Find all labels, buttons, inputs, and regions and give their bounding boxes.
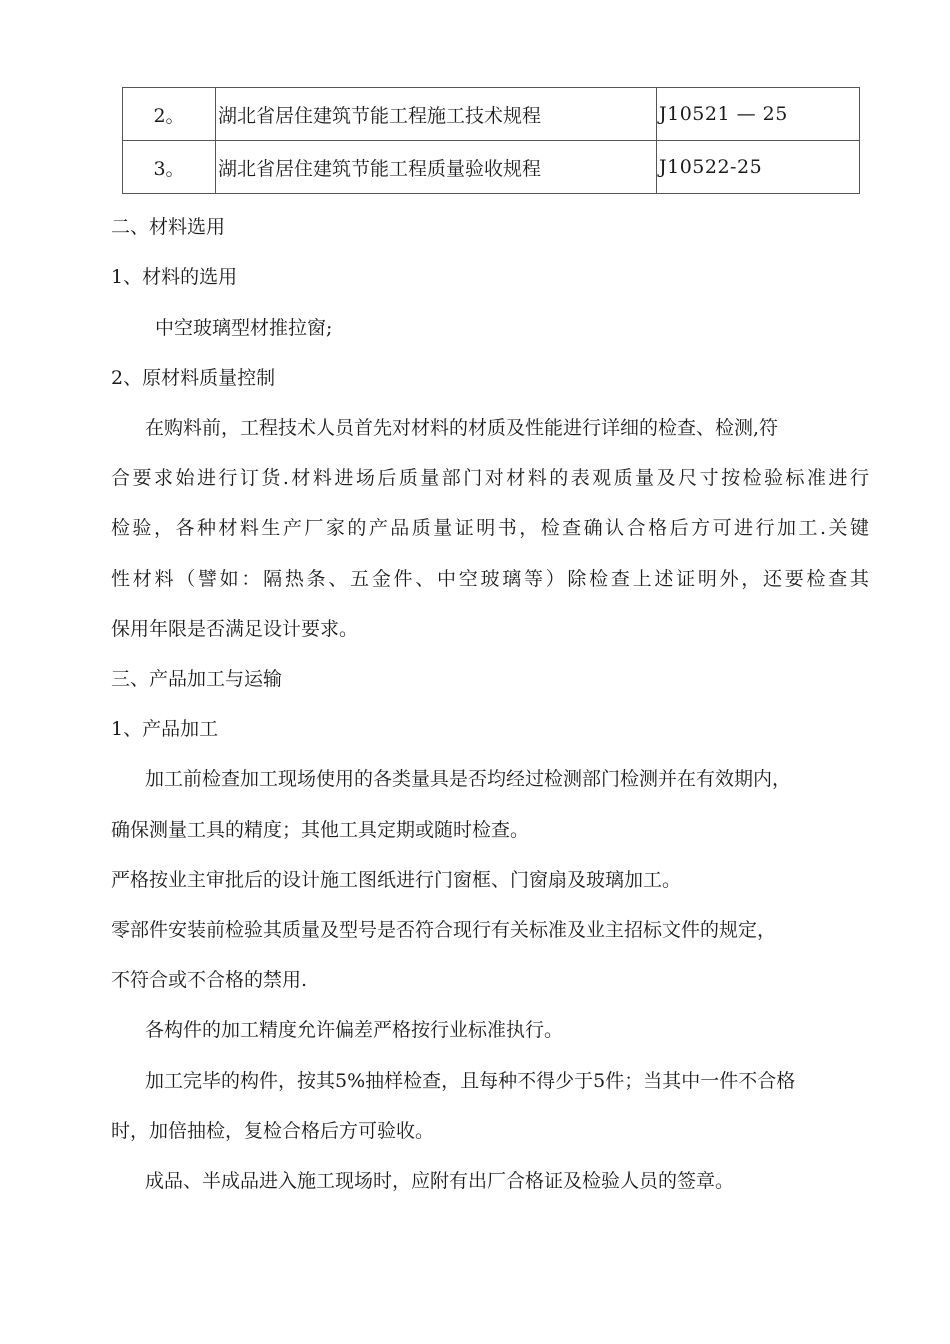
paragraph-line: 严格按业主审批后的设计施工图纸进行门窗框、门窗扇及玻璃加工。	[111, 869, 682, 891]
standard-name: 湖北省居住建筑节能工程施工技术规程	[216, 88, 657, 141]
paragraph-line: 各构件的加工精度允许偏差严格按行业标准执行。	[145, 1019, 564, 1041]
paragraph-line: 在购料前，工程技术人员首先对材料的材质及性能进行详细的检查、检测,符	[145, 417, 779, 439]
standard-name: 湖北省居住建筑节能工程质量验收规程	[216, 141, 657, 194]
paragraph-line: 成品、半成品进入施工现场时，应附有出厂合格证及检验人员的签章。	[145, 1170, 735, 1192]
subheading-material-selection: 1、材料的选用	[111, 266, 238, 288]
table-row	[123, 88, 860, 141]
paragraph-line: 保用年限是否满足设计要求。	[111, 618, 359, 640]
paragraph-line: 性 材 料 （ 譬 如 ： 隔 热 条 、 五 金 件 、 中 空 玻 璃 等 ） 除 检 查 上 述 证 明 外 ， 还 要 检 查 其	[111, 568, 869, 590]
paragraph-line: 不符合或不合格的禁用.	[111, 969, 308, 991]
standard-code: J10522-25	[657, 141, 860, 194]
section-heading-materials: 二、材料选用	[111, 216, 226, 238]
paragraph-line: 中空玻璃型材推拉窗;	[155, 317, 333, 339]
paragraph-line: 加工前检查加工现场使用的各类量具是否均经过检测部门检测并在有效期内，	[145, 768, 792, 790]
subheading-product-processing: 1、产品加工	[111, 718, 219, 740]
paragraph-line: 加工完毕的构件，按其5%抽样检查，且每种不得少于5件；当其中一件不合格	[145, 1070, 796, 1092]
paragraph-line: 时，加倍抽检，复检合格后方可验收。	[111, 1120, 435, 1142]
row-number: 2。	[123, 88, 216, 141]
row-number: 3。	[123, 141, 216, 194]
section-heading-processing: 三、产品加工与运输	[111, 668, 283, 690]
paragraph-line: 合 要 求 始 进 行 订 货 . 材 料 进 场 后 质 量 部 门 对 材 料 的 表 观 质 量 及 尺 寸 按 检 验 标 准 进 行	[111, 467, 869, 489]
paragraph-line: 检 验 ， 各 种 材 料 生 产 厂 家 的 产 品 质 量 证 明 书 ， 检 查 确 认 合 格 后 方 可 进 行 加 工 . 关 键	[111, 517, 869, 539]
standard-code: J10521 — 25	[657, 88, 860, 141]
paragraph-line: 零部件安装前检验其质量及型号是否符合现行有关标准及业主招标文件的规定，	[111, 919, 777, 941]
paragraph-line: 确保测量工具的精度；其他工具定期或随时检查。	[111, 819, 530, 841]
table-row	[123, 141, 860, 194]
standards-table	[122, 87, 860, 194]
subheading-quality-control: 2、原材料质量控制	[111, 367, 276, 389]
